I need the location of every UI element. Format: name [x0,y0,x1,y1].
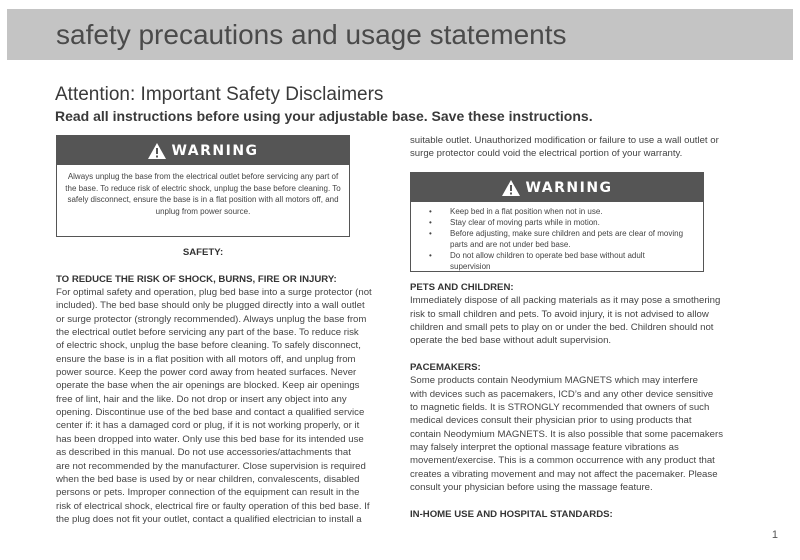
section-subheading: Read all instructions before using your adjustable base. Save these instructions. [55,108,593,124]
safety-line: ensure the base is in a flat position with all motors off, and unplug from [56,353,356,365]
safety-line: are not recommended by the manufacturer. Close supervision is required [56,460,366,472]
safety-line: power source. Keep the power cord away from heated surfaces. Never [56,367,357,379]
pets-heading: PETS AND CHILDREN: [410,282,514,293]
right-intro [410,134,755,161]
pets-line: operate the bed base without adult supervision. [410,335,612,347]
pacemakers-line: creates a vibrating movement and may not affect the pacemaker. Please [410,468,718,480]
safety-line: included). The bed base should only be plugged directly into a wall outlet [56,300,365,312]
pacemakers-line: movement/exercise. This is a common occurrence with any product that [410,455,715,467]
page-title: safety precautions and usage statements [56,19,567,50]
section-heading: Attention: Important Safety Disclaimers [55,84,384,105]
warning-list-item: • Stay clear of moving parts while in motion. [429,218,600,227]
safety-line: of electric shock, unplug the base before cleaning. To safely disconnect, [56,340,361,352]
pets-line: children and small pets to play on or under the bed. Children should not [410,322,714,334]
safety-line: free of lint, hair and the like. Do not drop or insert any object into any [56,393,347,405]
safety-line: the plug does not fit your outlet, contact a qualified electrician to install a [56,513,362,525]
pacemakers-line: consult your physician before using the massage feature. [410,482,653,494]
intro-line: suitable outlet. Unauthorized modification or failure to use a wall outlet or [410,135,719,146]
page-number: 1 [771,529,778,541]
safety-line: operate the base when the air openings are blocked. Keep air openings [56,380,360,392]
pacemakers-line: Some products contain Neodymium MAGNETS which may interfere [410,375,698,387]
warning-box-unplug [56,135,350,237]
safety-line: risk of electrical shock, electrical fire or faulty operation of this bed base. If [56,500,370,512]
warning-list-item: • Keep bed in a flat position when not in use. [429,207,603,216]
standards-heading: IN-HOME USE AND HOSPITAL STANDARDS: [410,508,613,520]
left-column [56,246,396,526]
pacemakers-line: with devices such as pacemakers, ICD’s and any other device sensitive [410,388,714,400]
warning-title: WARNING [171,142,259,159]
pacemakers-line: may falsely interpret the optional massage feature vibrations as [410,442,679,454]
warning-title: WARNING [525,179,613,196]
warning-list [411,202,703,272]
warning-list-item: • Before adjusting, make sure children and pets are clear of moving parts and are not under bed base. [429,229,684,249]
pacemakers-line: medical devices consult their physician prior to using products that [410,415,692,427]
risk-heading: TO REDUCE THE RISK OF SHOCK, BURNS, FIRE OR INJURY: [56,273,337,285]
right-column [410,281,755,521]
safety-line: as described in this manual. Do not use accessories/attachments that [56,447,351,459]
safety-heading: SAFETY: [182,247,224,258]
header-band [7,9,793,60]
pacemakers-line: to magnetic fields. It is STRONGLY recommended that owners of such [410,402,710,414]
pets-line: risk to small children and pets. To avoid injury, it is not advised to allow [410,308,709,320]
safety-line: has been dropped into water. Only use this bed base for its intended use [56,433,364,445]
intro-line: surge protector could void the electrical portion of your warranty. [410,148,683,160]
safety-line: the electrical outlet before servicing any part of the base. To reduce risk [56,327,359,339]
warning-icon [501,179,521,197]
safety-line: For optimal safety and operation, plug bed base into a surge protector (not [56,287,372,299]
safety-line: center if: it has a damaged cord or plug, if it is not working properly, or it [56,420,360,432]
warning-icon [147,142,167,160]
pacemakers-heading: PACEMAKERS: [410,362,481,374]
warning-text: Always unplug the base from the electrical outlet before servicing any part of the base. To reduce risk of electric shock, unplug the base before cleaning. To safely disconnect, ensure the base is in a flat position with all motors off, and unplug from power source. [65,172,341,216]
warning-header [411,173,703,202]
warning-header [57,136,349,165]
warning-box-moving-parts [410,172,704,272]
warning-list-item: • Do not allow children to operate bed base without adult supervision [429,251,645,271]
safety-line: persons or pets. Improper connection of the equipment can result in the [56,487,360,499]
pets-line: Immediately dispose of all packing materials as it may pose a smothering [410,295,721,307]
safety-line: when the bed base is used by or near children, convalescents, disabled [56,473,360,485]
safety-line: or surge protector (strongly recommended). Always unplug the base from [56,313,367,325]
pacemakers-line: contain Neodymium MAGNETS. It is also possible that some pacemakers [410,428,723,440]
safety-line: opening. Discontinue use of the bed base and contact a qualified service [56,407,365,419]
